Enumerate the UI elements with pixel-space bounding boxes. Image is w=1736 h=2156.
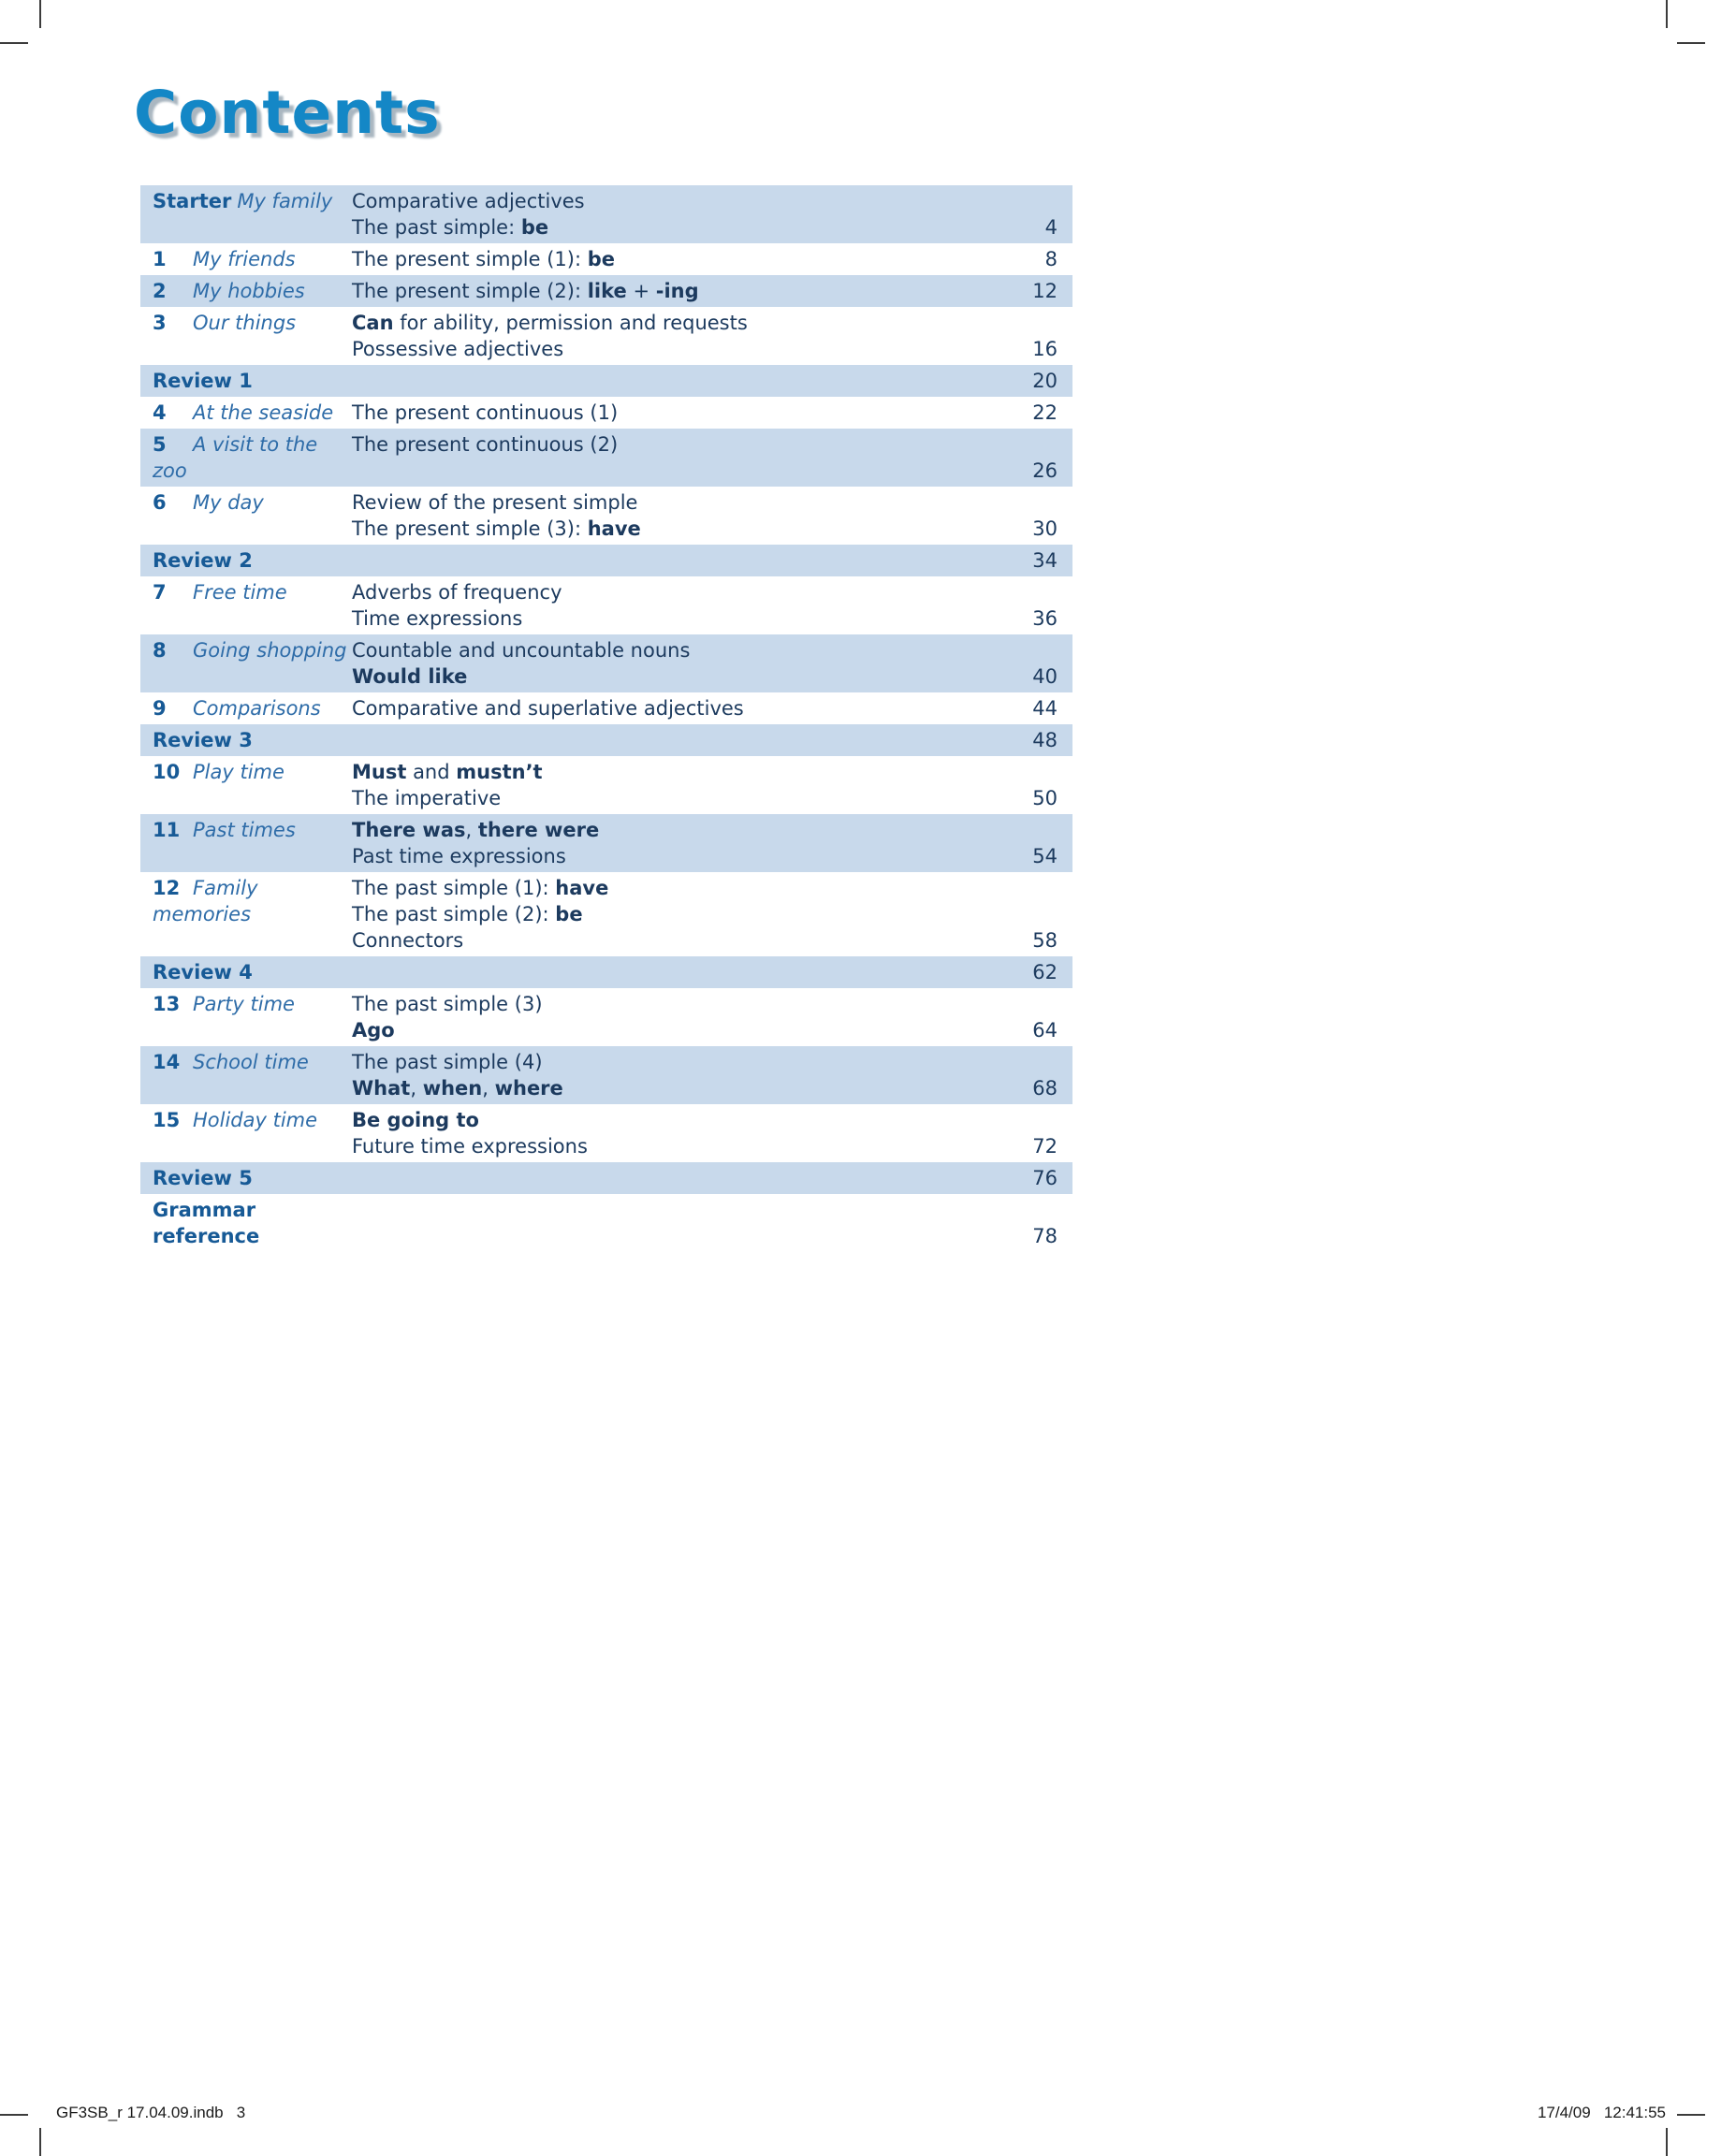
row-label-cell <box>140 576 352 634</box>
page-number: 68 <box>1032 1077 1058 1100</box>
row-label-cell <box>140 429 352 487</box>
unit-name: School time <box>193 1051 309 1073</box>
unit-number: 4 <box>153 401 167 424</box>
unit-name: Free time <box>193 581 287 604</box>
topic-text: Would like <box>352 665 468 688</box>
row-label-cell <box>140 545 352 576</box>
unit-number: 14 <box>153 1051 181 1073</box>
page-number: 8 <box>1044 248 1058 270</box>
grammar-topics-cell <box>352 814 999 872</box>
page-number: 12 <box>1032 280 1058 302</box>
topic-text: have <box>587 517 641 540</box>
topic-line <box>352 1049 999 1075</box>
toc-row-section <box>140 1194 1072 1252</box>
grammar-topics-cell <box>352 756 999 814</box>
grammar-topics-cell <box>352 692 999 724</box>
topic-line <box>352 1133 999 1159</box>
topic-text: , <box>465 819 478 841</box>
topic-line <box>352 400 999 426</box>
unit-number: 7 <box>153 581 167 604</box>
topic-text: Past time expressions <box>352 845 566 867</box>
row-label-cell <box>140 1104 352 1162</box>
topic-text: be <box>520 216 549 239</box>
topic-line <box>352 516 999 542</box>
topic-text: Ago <box>352 1019 395 1042</box>
grammar-topics-cell <box>352 634 999 692</box>
page-number: 36 <box>1032 607 1058 630</box>
section-label: Grammar reference <box>153 1199 260 1247</box>
topic-text: be <box>587 248 616 270</box>
unit-name: Going shopping <box>193 639 347 662</box>
toc-row-section <box>140 724 1072 756</box>
topic-text: for ability, permission and requests <box>393 312 748 334</box>
grammar-topics-cell <box>352 545 999 576</box>
grammar-topics-cell <box>352 988 999 1046</box>
topic-line <box>352 1107 999 1133</box>
page-title: Contents <box>134 79 441 147</box>
topic-text: There was <box>352 819 466 841</box>
section-label: Review 3 <box>153 729 253 751</box>
toc-row-section <box>140 1162 1072 1194</box>
grammar-topics-cell <box>352 576 999 634</box>
footer-filename: GF3SB_r 17.04.09.indb 3 <box>56 2104 246 2121</box>
row-label-cell <box>140 756 352 814</box>
unit-name: Comparisons <box>193 697 321 720</box>
toc-row-unit <box>140 692 1072 724</box>
page-number: 76 <box>1032 1167 1058 1189</box>
topic-line <box>352 785 999 811</box>
section-label: Review 1 <box>153 370 253 392</box>
row-label-cell <box>140 487 352 545</box>
page-number: 78 <box>1032 1225 1058 1247</box>
toc-row-unit <box>140 576 1072 634</box>
page-number: 22 <box>1032 401 1058 424</box>
toc-row-unit <box>140 1046 1072 1104</box>
row-label-cell <box>140 1194 352 1252</box>
crop-mark <box>0 42 28 44</box>
topic-line <box>352 214 999 240</box>
topic-text: + <box>626 280 656 302</box>
unit-name: My family <box>237 190 333 212</box>
toc-row-section <box>140 956 1072 988</box>
row-label-cell <box>140 872 352 956</box>
unit-number: 3 <box>153 312 167 334</box>
topic-text: What <box>352 1077 411 1100</box>
topic-text: where <box>494 1077 563 1100</box>
row-label-cell <box>140 397 352 429</box>
topic-text: have <box>555 877 609 899</box>
row-label-cell <box>140 724 352 756</box>
topic-text: be <box>555 903 583 925</box>
topic-text: like <box>587 280 627 302</box>
unit-name: My day <box>193 491 264 514</box>
page-number: 16 <box>1032 338 1058 360</box>
crop-mark <box>39 0 41 28</box>
topic-text: Countable and uncountable nouns <box>352 639 691 662</box>
toc-row-unit <box>140 185 1072 243</box>
grammar-topics-cell <box>352 1162 999 1194</box>
topic-line <box>352 991 999 1017</box>
grammar-topics-cell <box>352 1104 999 1162</box>
topic-text: The present continuous (2) <box>352 433 619 456</box>
row-label-cell <box>140 307 352 365</box>
topic-line <box>352 637 999 663</box>
grammar-topics-cell <box>352 724 999 756</box>
topic-text: , <box>410 1077 423 1100</box>
contents-table <box>140 185 1072 1252</box>
topic-text: The present simple (1): <box>352 248 588 270</box>
page-number: 72 <box>1032 1135 1058 1158</box>
toc-row-unit <box>140 872 1072 956</box>
grammar-topics-cell <box>352 397 999 429</box>
unit-name: A visit to the zoo <box>153 433 318 482</box>
toc-row-section <box>140 545 1072 576</box>
topic-line <box>352 759 999 785</box>
crop-mark <box>1677 42 1705 44</box>
unit-number: 6 <box>153 491 167 514</box>
toc-row-unit <box>140 988 1072 1046</box>
toc-row-unit <box>140 487 1072 545</box>
unit-number: 9 <box>153 697 167 720</box>
topic-line <box>352 246 999 272</box>
unit-number: 12 <box>153 877 181 899</box>
unit-number: 10 <box>153 761 181 783</box>
unit-number: 1 <box>153 248 167 270</box>
topic-text: Comparative adjectives <box>352 190 585 212</box>
topic-line <box>352 1017 999 1043</box>
toc-row-unit <box>140 397 1072 429</box>
topic-line <box>352 188 999 214</box>
unit-name: Past times <box>193 819 296 841</box>
topic-text: The past simple: <box>352 216 521 239</box>
section-label: Review 4 <box>153 961 253 983</box>
row-label-cell <box>140 365 352 397</box>
unit-name: My friends <box>193 248 296 270</box>
topic-text: -ing <box>655 280 699 302</box>
topic-line <box>352 336 999 362</box>
toc-row-unit <box>140 634 1072 692</box>
topic-text: Can <box>352 312 394 334</box>
grammar-topics-cell <box>352 365 999 397</box>
topic-text: and <box>406 761 457 783</box>
topic-line <box>352 310 999 336</box>
page-number: 48 <box>1032 729 1058 751</box>
unit-name: Family memories <box>153 877 258 925</box>
page-number: 64 <box>1032 1019 1058 1042</box>
row-label-cell <box>140 243 352 275</box>
crop-mark <box>0 2114 28 2116</box>
grammar-topics-cell <box>352 1046 999 1104</box>
topic-line <box>352 901 999 927</box>
toc-row-unit <box>140 243 1072 275</box>
crop-mark <box>39 2128 41 2156</box>
topic-text: mustn’t <box>456 761 543 783</box>
row-label-cell <box>140 814 352 872</box>
row-label-cell <box>140 1162 352 1194</box>
toc-row-unit <box>140 1104 1072 1162</box>
topic-line <box>352 843 999 869</box>
topic-text: Future time expressions <box>352 1135 588 1158</box>
topic-text: , <box>482 1077 495 1100</box>
toc-row-unit <box>140 429 1072 487</box>
toc-row-unit <box>140 275 1072 307</box>
grammar-topics-cell <box>352 872 999 956</box>
unit-number: 13 <box>153 993 181 1015</box>
toc-row-unit <box>140 307 1072 365</box>
unit-number: 2 <box>153 280 167 302</box>
toc-row-unit <box>140 814 1072 872</box>
topic-line <box>352 605 999 632</box>
page-number: 34 <box>1032 549 1058 572</box>
topic-line <box>352 875 999 901</box>
footer-timestamp: 17/4/09 12:41:55 <box>1537 2104 1666 2121</box>
row-label-cell <box>140 988 352 1046</box>
grammar-topics-cell <box>352 429 999 487</box>
unit-name: Party time <box>193 993 295 1015</box>
section-label: Review 5 <box>153 1167 253 1189</box>
topic-text: Possessive adjectives <box>352 338 564 360</box>
topic-text: Connectors <box>352 929 464 952</box>
grammar-topics-cell <box>352 185 999 243</box>
row-label-cell <box>140 692 352 724</box>
crop-mark <box>1666 0 1668 28</box>
topic-text: Time expressions <box>352 607 523 630</box>
topic-text: The present simple (3): <box>352 517 588 540</box>
grammar-topics-cell <box>352 956 999 988</box>
page-number: 44 <box>1032 697 1058 720</box>
topic-text: Review of the present simple <box>352 491 638 514</box>
topic-text: Adverbs of frequency <box>352 581 562 604</box>
topic-line <box>352 817 999 843</box>
grammar-topics-cell <box>352 1194 999 1252</box>
page-number: 50 <box>1032 787 1058 809</box>
row-label-cell <box>140 956 352 988</box>
grammar-topics-cell <box>352 275 999 307</box>
unit-name: At the seaside <box>193 401 334 424</box>
topic-line <box>352 927 999 954</box>
unit-number: 5 <box>153 433 167 456</box>
grammar-topics-cell <box>352 487 999 545</box>
topic-text: The past simple (2): <box>352 903 556 925</box>
page-number: 26 <box>1032 459 1058 482</box>
toc-row-section <box>140 365 1072 397</box>
unit-name: My hobbies <box>193 280 305 302</box>
topic-text: Must <box>352 761 407 783</box>
topic-text: The imperative <box>352 787 502 809</box>
topic-text: The present simple (2): <box>352 280 588 302</box>
topic-text: there were <box>477 819 600 841</box>
topic-text: The past simple (3) <box>352 993 543 1015</box>
unit-name: Holiday time <box>193 1109 318 1131</box>
page-number: 30 <box>1032 517 1058 540</box>
topic-text: Comparative and superlative adjectives <box>352 697 744 720</box>
topic-text: when <box>422 1077 483 1100</box>
section-label: Review 2 <box>153 549 253 572</box>
page-number: 40 <box>1032 665 1058 688</box>
unit-number: 11 <box>153 819 181 841</box>
topic-text: The present continuous (1) <box>352 401 619 424</box>
crop-mark <box>1666 2128 1668 2156</box>
unit-number: 15 <box>153 1109 181 1131</box>
toc-row-unit <box>140 756 1072 814</box>
grammar-topics-cell <box>352 243 999 275</box>
page-number: 4 <box>1044 216 1058 239</box>
topic-line <box>352 579 999 605</box>
row-label-cell <box>140 1046 352 1104</box>
row-label-cell <box>140 185 352 243</box>
unit-number: Starter <box>153 190 232 212</box>
row-label-cell <box>140 275 352 307</box>
topic-text: Be going to <box>352 1109 479 1131</box>
topic-line <box>352 1075 999 1101</box>
topic-line <box>352 663 999 690</box>
topic-line <box>352 431 999 458</box>
row-label-cell <box>140 634 352 692</box>
topic-line <box>352 489 999 516</box>
crop-mark <box>1677 2114 1705 2116</box>
unit-number: 8 <box>153 639 167 662</box>
topic-text: The past simple (1): <box>352 877 556 899</box>
page-number: 58 <box>1032 929 1058 952</box>
page-number: 62 <box>1032 961 1058 983</box>
page-number: 54 <box>1032 845 1058 867</box>
unit-name: Our things <box>193 312 297 334</box>
topic-text: The past simple (4) <box>352 1051 543 1073</box>
page-number: 20 <box>1032 370 1058 392</box>
proof-slug-line <box>56 2104 1666 2122</box>
topic-line <box>352 278 999 304</box>
grammar-topics-cell <box>352 307 999 365</box>
unit-name: Play time <box>193 761 284 783</box>
topic-line <box>352 695 999 721</box>
